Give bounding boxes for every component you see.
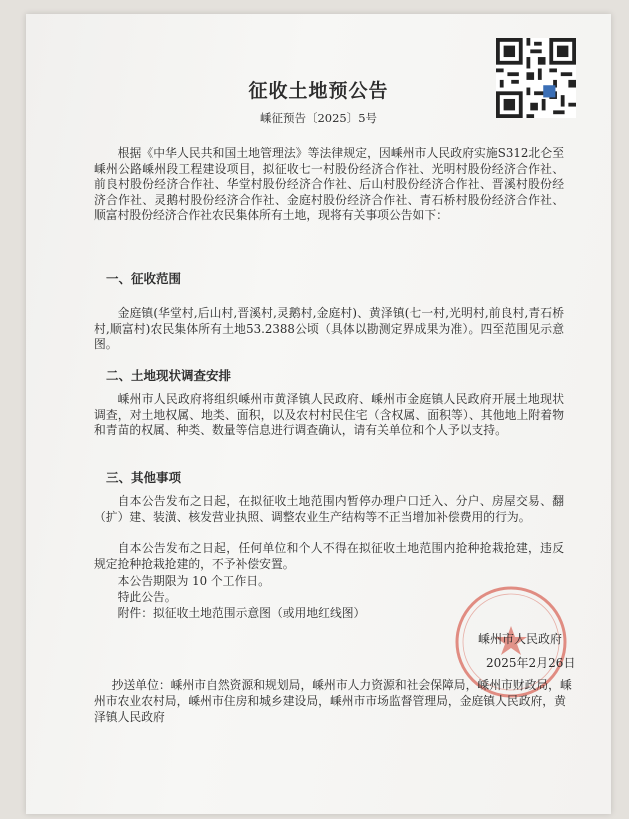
document-page	[26, 14, 611, 814]
other-paragraph-4: 特此公告。	[117, 590, 177, 604]
other-paragraph-2: 自本公告发布之日起，任何单位和个人不得在拟征收土地范围内抢种抢栽抢建，违反规定抢种抢栽抢建的，不予补偿安置。	[94, 541, 564, 571]
attachment-line: 附件：拟征收土地范围示意图（或用地红线图）	[117, 606, 366, 620]
signature-org: 嵊州市人民政府	[478, 632, 563, 646]
section-heading-scope: 一、征收范围	[106, 271, 182, 286]
other-paragraph-1: 自本公告发布之日起，在拟征收土地范围内暂停办理户口迁入、分户、房屋交易、翻（扩）建、装潢、核发营业执照、调整农业生产结构等不正当增加补偿费用的行为。	[94, 494, 564, 524]
signature-date: 2025年2月26日	[486, 656, 576, 670]
other-paragraph-3: 本公告期限为 10 个工作日。	[117, 574, 270, 588]
cc-list: 抄送单位：嵊州市自然资源和规划局，嵊州市人力资源和社会保障局，嵊州市财政局，嵊州市农业农村局，嵊州市住房和城乡建设局，嵊州市市场监督管理局，金庭镇人民政府，黄泽镇人民政府	[94, 678, 572, 724]
document-title: 征收土地预公告	[248, 80, 389, 102]
section-heading-survey: 二、土地现状调查安排	[106, 368, 232, 383]
intro-paragraph: 根据《中华人民共和国土地管理法》等法律规定，因嵊州市人民政府实施S312北仑至嵊州公路嵊州段工程建设项目，拟征收七一村股份经济合作社、光明村股份经济合作社、前良村股份经济合作社、华堂村股份经济合作社、后山村股份经济合作社、晋溪村股份经济合作社、灵鹅村股份经济合作社、金庭村股份经济合作社、青石桥村股份经济合作社、顺富村股份经济合作社农民集体所有土地，现将有关事项公告如下：	[94, 146, 564, 223]
survey-paragraph: 嵊州市人民政府将组织嵊州市黄泽镇人民政府、嵊州市金庭镇人民政府开展土地现状调查，对土地权属、地类、面积，以及农村村民住宅（含权属、面积等）、其他地上附着物和青苗的权属、种类、数量等信息进行调查确认，请有关单位和个人予以支持。	[94, 392, 564, 438]
scope-paragraph: 金庭镇(华堂村,后山村,晋溪村,灵鹅村,金庭村)、黄泽镇(七一村,光明村,前良村,青石桥村,顺富村)农民集体所有土地53.2388公顷（具体以勘测定界成果为准）。四至范围见示意图。	[94, 306, 564, 352]
document-number: 嵊征预告〔2025〕5号	[259, 111, 378, 125]
section-heading-other: 三、其他事项	[106, 470, 182, 485]
